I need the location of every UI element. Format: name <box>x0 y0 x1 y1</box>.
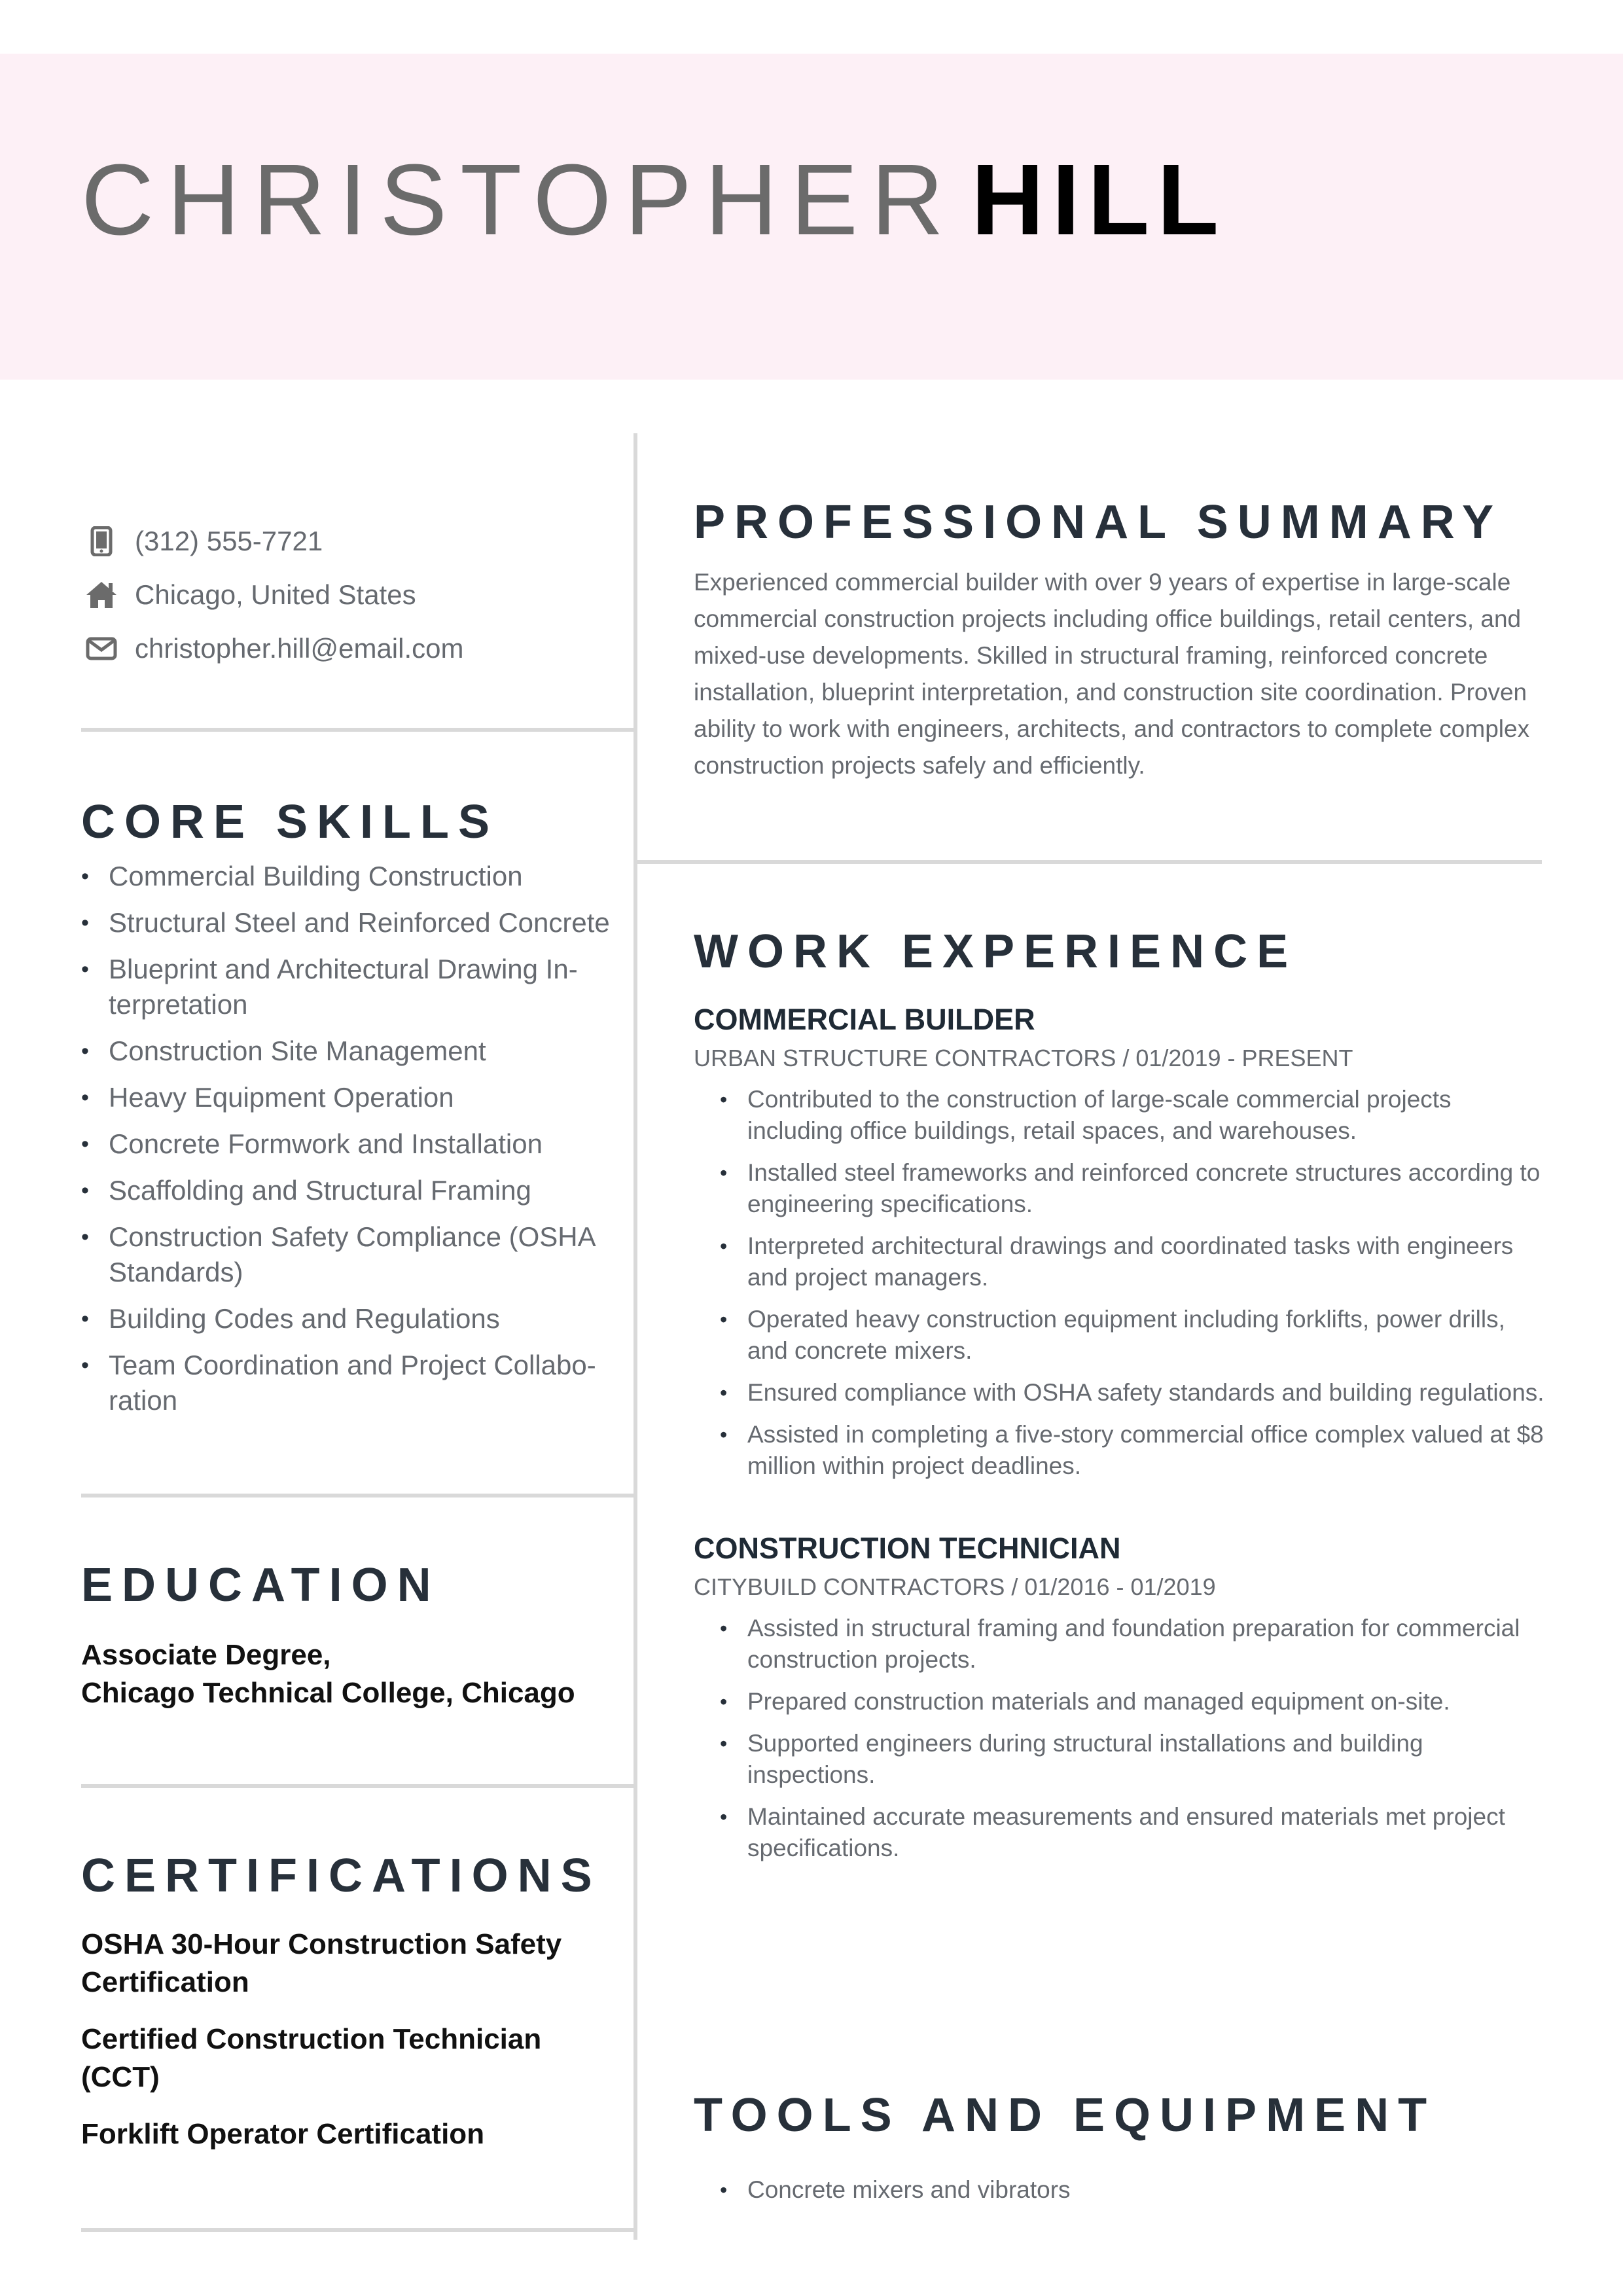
job-bullet-list <box>694 1613 1551 1874</box>
location-text: Chicago, United States <box>135 579 416 610</box>
last-name: HILL <box>971 143 1227 256</box>
skill-item: • Building Codes and Regulations <box>81 1301 618 1336</box>
job-title: COMMERCIAL BUILDER <box>694 1003 1035 1036</box>
education-school: Chicago Technical College, Chicago <box>81 1677 575 1709</box>
experience-heading: WORK EXPERIENCE <box>694 925 1298 978</box>
skill-item: • Construction Site Management <box>81 1033 618 1069</box>
phone-icon <box>85 525 118 558</box>
divider-certifications <box>81 2228 635 2232</box>
job-title: CONSTRUCTION TECHNICIAN <box>694 1532 1121 1565</box>
contact-phone <box>85 514 463 568</box>
summary-heading: PROFESSIONAL SUMMARY <box>694 496 1503 548</box>
divider-skills <box>81 1494 635 1498</box>
job-bullet: • Maintained accurate measurements and ensured materials met project specifications. <box>694 1801 1551 1864</box>
job-bullet: • Interpreted architectural drawings and coordinated tasks with engineers and project managers. <box>694 1230 1551 1293</box>
tool-item: • Concrete mixers and vibrators <box>694 2174 1551 2206</box>
contact-email <box>85 622 463 675</box>
certifications-list <box>81 1926 618 2172</box>
contact-block <box>85 514 463 675</box>
skill-item: • Construction Safety Compliance (OSHA Standards) <box>81 1219 618 1290</box>
skill-item: • Heavy Equipment Operation <box>81 1080 618 1115</box>
job-employer-dates: CITYBUILD CONTRACTORS / 01/2016 - 01/2019 <box>694 1573 1216 1600</box>
skill-item: • Concrete Formwork and Installation <box>81 1126 618 1162</box>
candidate-name <box>81 143 1227 256</box>
job-bullet: • Ensured compliance with OSHA safety standards and building regulations. <box>694 1377 1551 1408</box>
education-degree: Associate Degree, <box>81 1639 331 1671</box>
education-heading: EDUCATION <box>81 1559 440 1611</box>
job-employer-dates: URBAN STRUCTURE CONTRACTORS / 01/2019 - PRESENT <box>694 1045 1353 1071</box>
certification-item: OSHA 30-Hour Construction Safety Certification <box>81 1928 562 1998</box>
job-bullet: • Assisted in completing a five-story commercial office complex valued at $8 million within project deadlines. <box>694 1419 1551 1482</box>
summary-text: Experienced commercial builder with over 9 years of expertise in large-scale commercial construction projects including office buildings, retail centers, and mixed-use developments. Skilled in structural framing, reinforced concrete installation, blueprint interpretation, and construction site coordination. Proven ability to work with engineers, architects, and contractors to complete complex construction projects safely and efficiently. <box>694 569 1530 779</box>
divider-education <box>81 1784 635 1788</box>
email-text: christopher.hill@email.com <box>135 633 464 664</box>
tools-list <box>694 2174 1551 2206</box>
certification-item: Forklift Operator Certification <box>81 2118 485 2150</box>
contact-location <box>85 568 463 622</box>
job-bullet-list <box>694 1084 1551 1492</box>
skill-item: • Team Coordination and Project Collabo-ration <box>81 1348 618 1418</box>
certification-item: Certified Construction Technician (CCT) <box>81 2023 542 2093</box>
envelope-icon <box>85 632 118 665</box>
education-entry <box>81 1636 618 1712</box>
job-bullet: • Prepared construction materials and managed equipment on-site. <box>694 1686 1551 1717</box>
column-divider <box>633 433 637 2240</box>
home-icon <box>85 579 118 611</box>
job-bullet: • Supported engineers during structural installations and building inspections. <box>694 1728 1551 1791</box>
job-bullet: • Operated heavy construction equipment including forklifts, power drills, and concrete mixers. <box>694 1304 1551 1367</box>
divider-contact <box>81 728 635 732</box>
job-bullet: • Installed steel frameworks and reinforced concrete structures according to engineering specifications. <box>694 1157 1551 1220</box>
job-bullet: • Assisted in structural framing and foundation preparation for commercial construction projects. <box>694 1613 1551 1676</box>
divider-summary <box>637 860 1542 864</box>
certifications-heading: CERTIFICATIONS <box>81 1850 601 1902</box>
job-bullet: • Contributed to the construction of large-scale commercial projects including office buildings, retail spaces, and warehouses. <box>694 1084 1551 1147</box>
skills-heading: CORE SKILLS <box>81 796 499 848</box>
phone-number: (312) 555-7721 <box>135 526 323 556</box>
skills-list <box>81 859 618 1429</box>
first-name: CHRISTOPHER <box>81 143 957 256</box>
skill-item: • Scaffolding and Structural Framing <box>81 1173 618 1208</box>
skill-item: • Structural Steel and Reinforced Concrete <box>81 905 618 941</box>
skill-item: • Blueprint and Architectural Drawing In-terpretation <box>81 952 618 1022</box>
skill-item: • Commercial Building Construction <box>81 859 618 894</box>
tools-heading: TOOLS AND EQUIPMENT <box>694 2089 1436 2142</box>
